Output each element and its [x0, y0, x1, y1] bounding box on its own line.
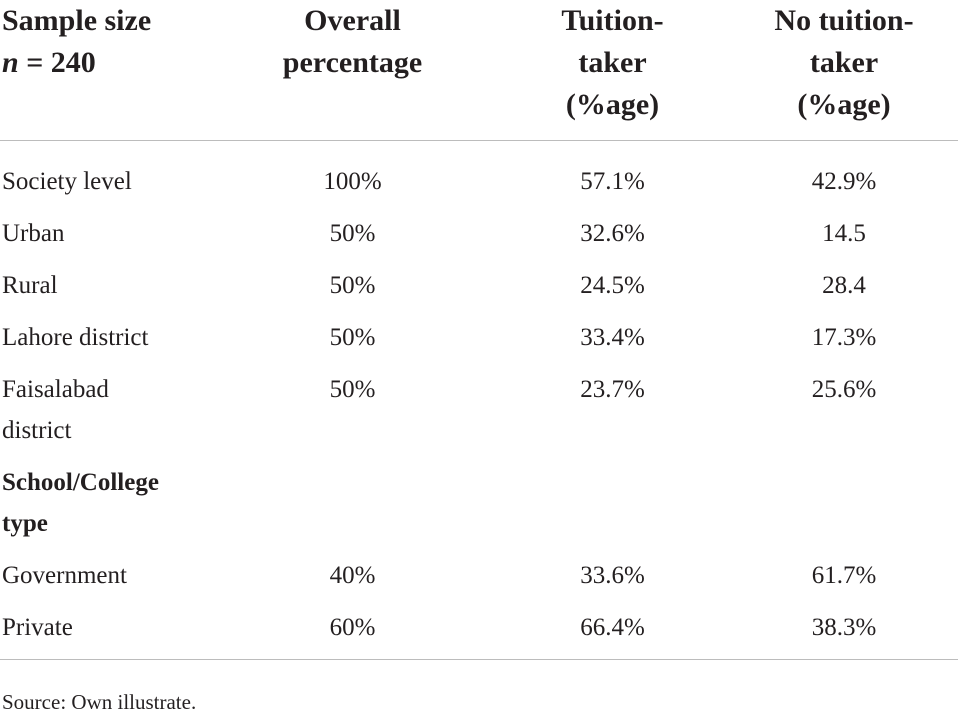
header-divider — [0, 141, 958, 162]
row-label: Government — [2, 562, 127, 589]
cell-tuition: 33.6% — [580, 562, 645, 589]
cell-no-tuition: 14.5 — [822, 220, 866, 247]
row-label: Faisalabad district — [2, 376, 109, 444]
cell-tuition: 33.4% — [580, 324, 645, 351]
cell-tuition: 57.1% — [580, 168, 645, 195]
header-no-tuition-taker: No tuition- taker (%age) — [774, 4, 914, 121]
cell-no-tuition: 28.4 — [822, 272, 866, 299]
cell-overall: 60% — [329, 614, 376, 641]
footer-divider — [0, 660, 958, 661]
row-label: Lahore district — [2, 324, 149, 351]
cell-overall: 50% — [329, 324, 376, 351]
cell-tuition: 66.4% — [580, 614, 645, 641]
cell-overall: 100% — [323, 168, 382, 195]
cell-no-tuition: 25.6% — [811, 376, 877, 403]
header-tuition-taker: Tuition- taker (%age) — [561, 4, 664, 121]
source-note: Source: Own illustrate. — [2, 690, 197, 714]
table-row — [0, 369, 958, 462]
section-row — [0, 462, 958, 555]
cell-overall: 50% — [329, 272, 376, 299]
header-overall-percentage: Overall percentage — [282, 4, 423, 79]
table-row — [0, 607, 958, 660]
table-row — [0, 161, 958, 213]
cell-tuition: 24.5% — [580, 272, 645, 299]
row-label: Rural — [2, 272, 58, 299]
cell-no-tuition: 61.7% — [811, 562, 877, 589]
cell-tuition: 23.7% — [580, 376, 645, 403]
header-sample-size: Sample size n = 240 — [2, 4, 152, 79]
table-header-row — [0, 0, 958, 141]
table-row — [0, 555, 958, 607]
row-label: Society level — [2, 168, 132, 195]
cell-overall: 40% — [329, 562, 376, 589]
table-row — [0, 265, 958, 317]
cell-no-tuition: 17.3% — [811, 324, 877, 351]
cell-no-tuition: 42.9% — [811, 168, 877, 195]
cell-tuition: 32.6% — [580, 220, 645, 247]
table-row — [0, 213, 958, 265]
section-label: School/College type — [2, 469, 159, 537]
cell-overall: 50% — [329, 220, 376, 247]
cell-no-tuition: 38.3% — [811, 614, 877, 641]
row-label: Private — [2, 614, 73, 641]
row-label: Urban — [2, 220, 65, 247]
cell-overall: 50% — [329, 376, 376, 403]
table-row — [0, 317, 958, 369]
